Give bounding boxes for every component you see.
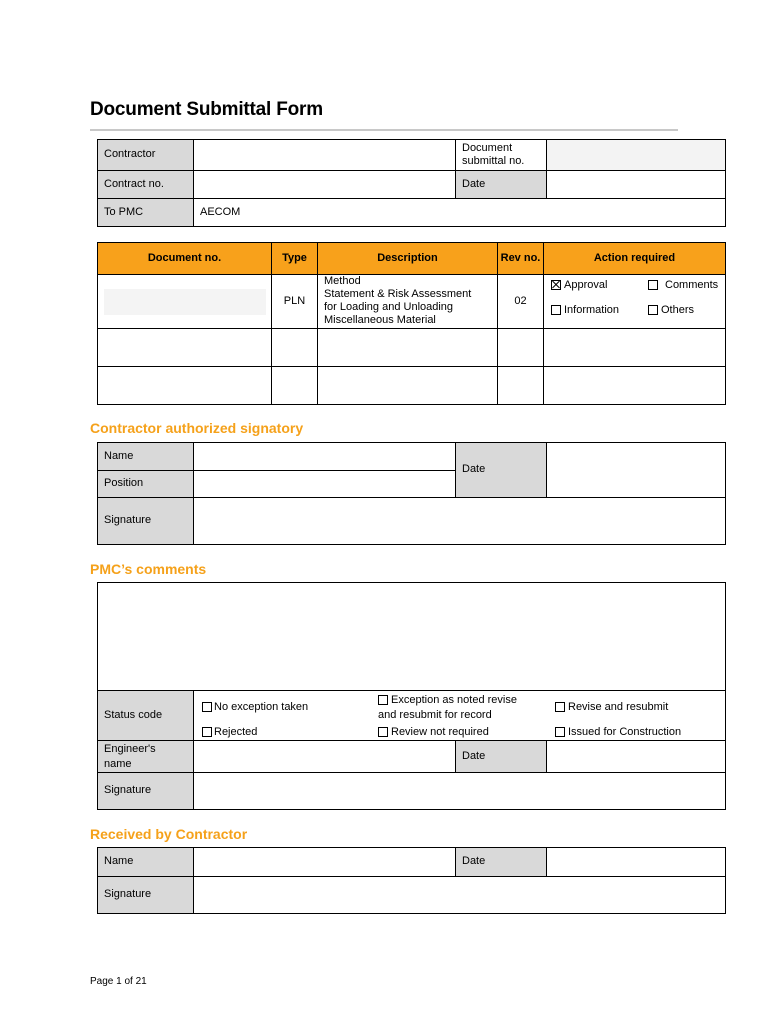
empty-cell[interactable] bbox=[318, 367, 498, 405]
information-checkbox[interactable] bbox=[551, 305, 561, 315]
status-rejected[interactable] bbox=[202, 726, 257, 739]
contractor-field[interactable] bbox=[194, 140, 456, 171]
to-pmc-label: To PMC bbox=[98, 199, 194, 227]
status-review-not-required[interactable] bbox=[378, 726, 489, 739]
description-line: Statement & Risk Assessment bbox=[324, 288, 472, 300]
empty-cell[interactable] bbox=[98, 367, 272, 405]
status-code-label: Status code bbox=[98, 691, 194, 741]
date-field[interactable] bbox=[547, 848, 726, 877]
exception-label-line1: Exception as noted revise bbox=[391, 694, 517, 706]
date-label: Date bbox=[456, 848, 547, 877]
pmc-table bbox=[97, 582, 726, 810]
doc-submittal-field[interactable] bbox=[547, 140, 726, 171]
page-number: Page 1 of 21 bbox=[90, 976, 147, 987]
approval-checkbox[interactable] bbox=[551, 280, 561, 290]
status-no-exception[interactable] bbox=[202, 701, 308, 714]
contractor-label: Contractor bbox=[98, 140, 194, 171]
others-label: Others bbox=[661, 304, 695, 316]
date-field[interactable] bbox=[547, 171, 726, 199]
date-label: Date bbox=[456, 443, 547, 498]
review-not-required-label: Review not required bbox=[391, 726, 489, 738]
description-line: Miscellaneous Material bbox=[324, 314, 436, 326]
description-line: for Loading and Unloading bbox=[324, 301, 454, 313]
type-cell: PLN bbox=[272, 275, 318, 329]
comments-checkbox[interactable] bbox=[648, 280, 658, 290]
position-field[interactable] bbox=[194, 471, 456, 498]
rejected-label: Rejected bbox=[214, 726, 258, 738]
action-others[interactable] bbox=[648, 304, 694, 317]
status-options-cell bbox=[194, 691, 726, 741]
signatory-heading: Contractor authorized signatory bbox=[90, 420, 304, 436]
signature-label: Signature bbox=[98, 498, 194, 545]
header-table bbox=[97, 139, 726, 227]
rev-no-header: Rev no. bbox=[498, 243, 544, 275]
description-header: Description bbox=[318, 243, 498, 275]
contract-no-label: Contract no. bbox=[98, 171, 194, 199]
signature-label: Signature bbox=[98, 773, 194, 810]
type-header: Type bbox=[272, 243, 318, 275]
empty-cell[interactable] bbox=[544, 367, 726, 405]
position-label: Position bbox=[98, 471, 194, 498]
doc-submittal-label: Document submittal no. bbox=[456, 140, 547, 171]
engineer-label-line2: name bbox=[104, 757, 132, 770]
received-table bbox=[97, 847, 726, 914]
issued-construction-label: Issued for Construction bbox=[568, 726, 682, 738]
no-exception-label: No exception taken bbox=[214, 701, 309, 713]
title-divider bbox=[90, 129, 678, 131]
rejected-checkbox[interactable] bbox=[202, 727, 212, 737]
empty-cell[interactable] bbox=[498, 329, 544, 367]
engineer-label-line1: Engineer's bbox=[104, 742, 156, 755]
redacted-block bbox=[104, 289, 266, 315]
table-row bbox=[98, 275, 726, 329]
description-cell bbox=[318, 275, 498, 329]
signatory-table bbox=[97, 442, 726, 545]
action-comments[interactable] bbox=[648, 279, 718, 292]
action-information[interactable] bbox=[551, 304, 619, 317]
exception-checkbox[interactable] bbox=[378, 695, 388, 705]
rev-cell: 02 bbox=[498, 275, 544, 329]
pmc-heading: PMC’s comments bbox=[90, 561, 207, 577]
to-pmc-value[interactable]: AECOM bbox=[194, 199, 726, 227]
status-revise-resubmit[interactable] bbox=[555, 701, 668, 714]
date-field[interactable] bbox=[547, 741, 726, 773]
approval-label: Approval bbox=[564, 279, 608, 291]
doc-no-header: Document no. bbox=[98, 243, 272, 275]
received-heading: Received by Contractor bbox=[90, 826, 248, 842]
action-approval[interactable] bbox=[551, 279, 607, 292]
signature-label: Signature bbox=[98, 877, 194, 914]
pmc-comments-area[interactable] bbox=[98, 583, 726, 691]
no-exception-checkbox[interactable] bbox=[202, 702, 212, 712]
description-line: Method bbox=[324, 275, 361, 287]
action-cell bbox=[544, 275, 726, 329]
contract-no-field[interactable] bbox=[194, 171, 456, 199]
empty-cell[interactable] bbox=[498, 367, 544, 405]
empty-cell[interactable] bbox=[272, 367, 318, 405]
doc-no-cell[interactable] bbox=[98, 275, 272, 329]
signature-field[interactable] bbox=[194, 877, 726, 914]
form-title: Document Submittal Form bbox=[90, 99, 323, 120]
information-label: Information bbox=[564, 304, 620, 316]
comments-label: Comments bbox=[665, 279, 719, 291]
signature-field[interactable] bbox=[194, 773, 726, 810]
revise-resubmit-checkbox[interactable] bbox=[555, 702, 565, 712]
empty-cell[interactable] bbox=[544, 329, 726, 367]
name-field[interactable] bbox=[194, 443, 456, 471]
empty-cell[interactable] bbox=[318, 329, 498, 367]
exception-label-line2: and resubmit for record bbox=[378, 709, 492, 721]
engineer-name-field[interactable] bbox=[194, 741, 456, 773]
review-not-required-checkbox[interactable] bbox=[378, 727, 388, 737]
empty-cell[interactable] bbox=[272, 329, 318, 367]
table-row bbox=[98, 367, 726, 405]
date-label: Date bbox=[456, 171, 547, 199]
date-label: Date bbox=[456, 741, 547, 773]
document-table bbox=[97, 242, 726, 405]
revise-resubmit-label: Revise and resubmit bbox=[568, 701, 669, 713]
name-field[interactable] bbox=[194, 848, 456, 877]
signature-field[interactable] bbox=[194, 498, 726, 545]
action-header: Action required bbox=[544, 243, 726, 275]
status-exception-noted[interactable] bbox=[378, 693, 517, 723]
name-label: Name bbox=[98, 848, 194, 877]
date-field[interactable] bbox=[547, 443, 726, 498]
empty-cell[interactable] bbox=[98, 329, 272, 367]
name-label: Name bbox=[98, 443, 194, 471]
status-issued-construction[interactable] bbox=[555, 726, 681, 739]
issued-construction-checkbox[interactable] bbox=[555, 727, 565, 737]
table-row bbox=[98, 329, 726, 367]
others-checkbox[interactable] bbox=[648, 305, 658, 315]
engineer-name-label bbox=[98, 741, 194, 773]
